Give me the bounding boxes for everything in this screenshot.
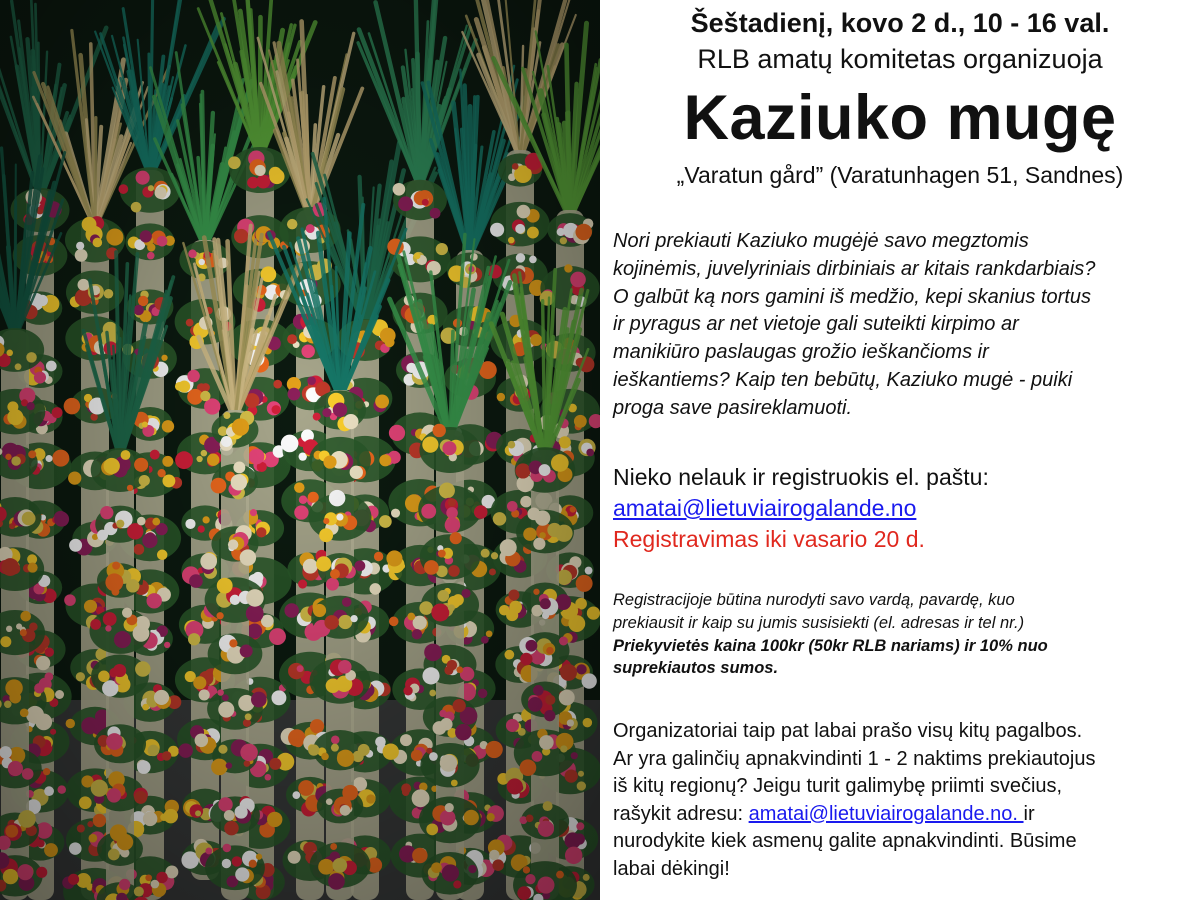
help-email-prefix: rašykit adresu: [613,802,749,825]
requirements-block [613,589,1188,680]
price-line: Priekyvietės kaina 100kr (50kr RLB nariams) ir 10% nuo [613,636,1048,655]
intro-line: ieškantiems? Kaip ten bebūtų, Kaziuko mugė - puiki [613,368,1073,391]
intro-paragraph [613,228,1188,423]
price-line: suprekiautos sumos. [613,659,779,678]
requirements-line: Registracijoje būtina nurodyti savo vardą, pavardę, kuo [613,591,1015,609]
registration-email-link[interactable]: amatai@lietuviairogalande.no [613,495,917,521]
help-paragraph [613,718,1193,884]
intro-line: Nori prekiauti Kaziuko mugėjė savo megztomis [613,230,1029,252]
help-line: Organizatoriai taip pat labai prašo visų kitų pagalbos. [613,720,1083,742]
intro-line: O galbūt ką nors gamini iš medžio, kepi skanius tortus [613,285,1091,308]
help-email-suffix: ir [1023,802,1035,825]
help-line-with-email [613,801,1193,829]
help-line: labai dėkingi! [613,857,730,880]
intro-line: ir pyragus ar net vietoje gali suteikti kirpimo ar [613,313,1019,336]
intro-line: kojinėmis, juvelyriniais dirbiniais ar kitais rankdarbiais? [613,257,1096,280]
intro-line: proga save pasireklamuoti. [613,396,853,419]
event-organizer: RLB amatų komitetas organizuoja [697,44,1103,74]
help-line: Ar yra galinčių apnakvindinti 1 - 2 naktims prekiautojus [613,747,1096,770]
registration-deadline: Registravimas iki vasario 20 d. [613,526,925,552]
event-title: Kaziuko mugę [683,83,1117,153]
registration-block [613,462,1193,555]
event-venue: „Varatun gård” (Varatunhagen 51, Sandnes) [676,162,1124,188]
help-line: nurodykite kiek asmenų galite apnakvindinti. Būsime [613,830,1077,853]
intro-line: manikiūro paslaugas grožio ieškančioms ir [613,341,989,364]
help-line: iš kitų regionų? Jeigu turit galimybę priimti svečius, [613,775,1063,798]
text-column [600,0,1200,900]
event-date: Šeštadienį, kovo 2 d., 10 - 16 val. [690,8,1110,38]
requirements-line: prekiausit ir kaip su jumis susisiekti (el. adresas ir tel nr.) [613,613,1025,632]
help-email-link[interactable]: amatai@lietuviairogalande.no. [748,802,1024,825]
registration-prompt: Nieko nelauk ir registruokis el. paštu: [613,464,989,490]
